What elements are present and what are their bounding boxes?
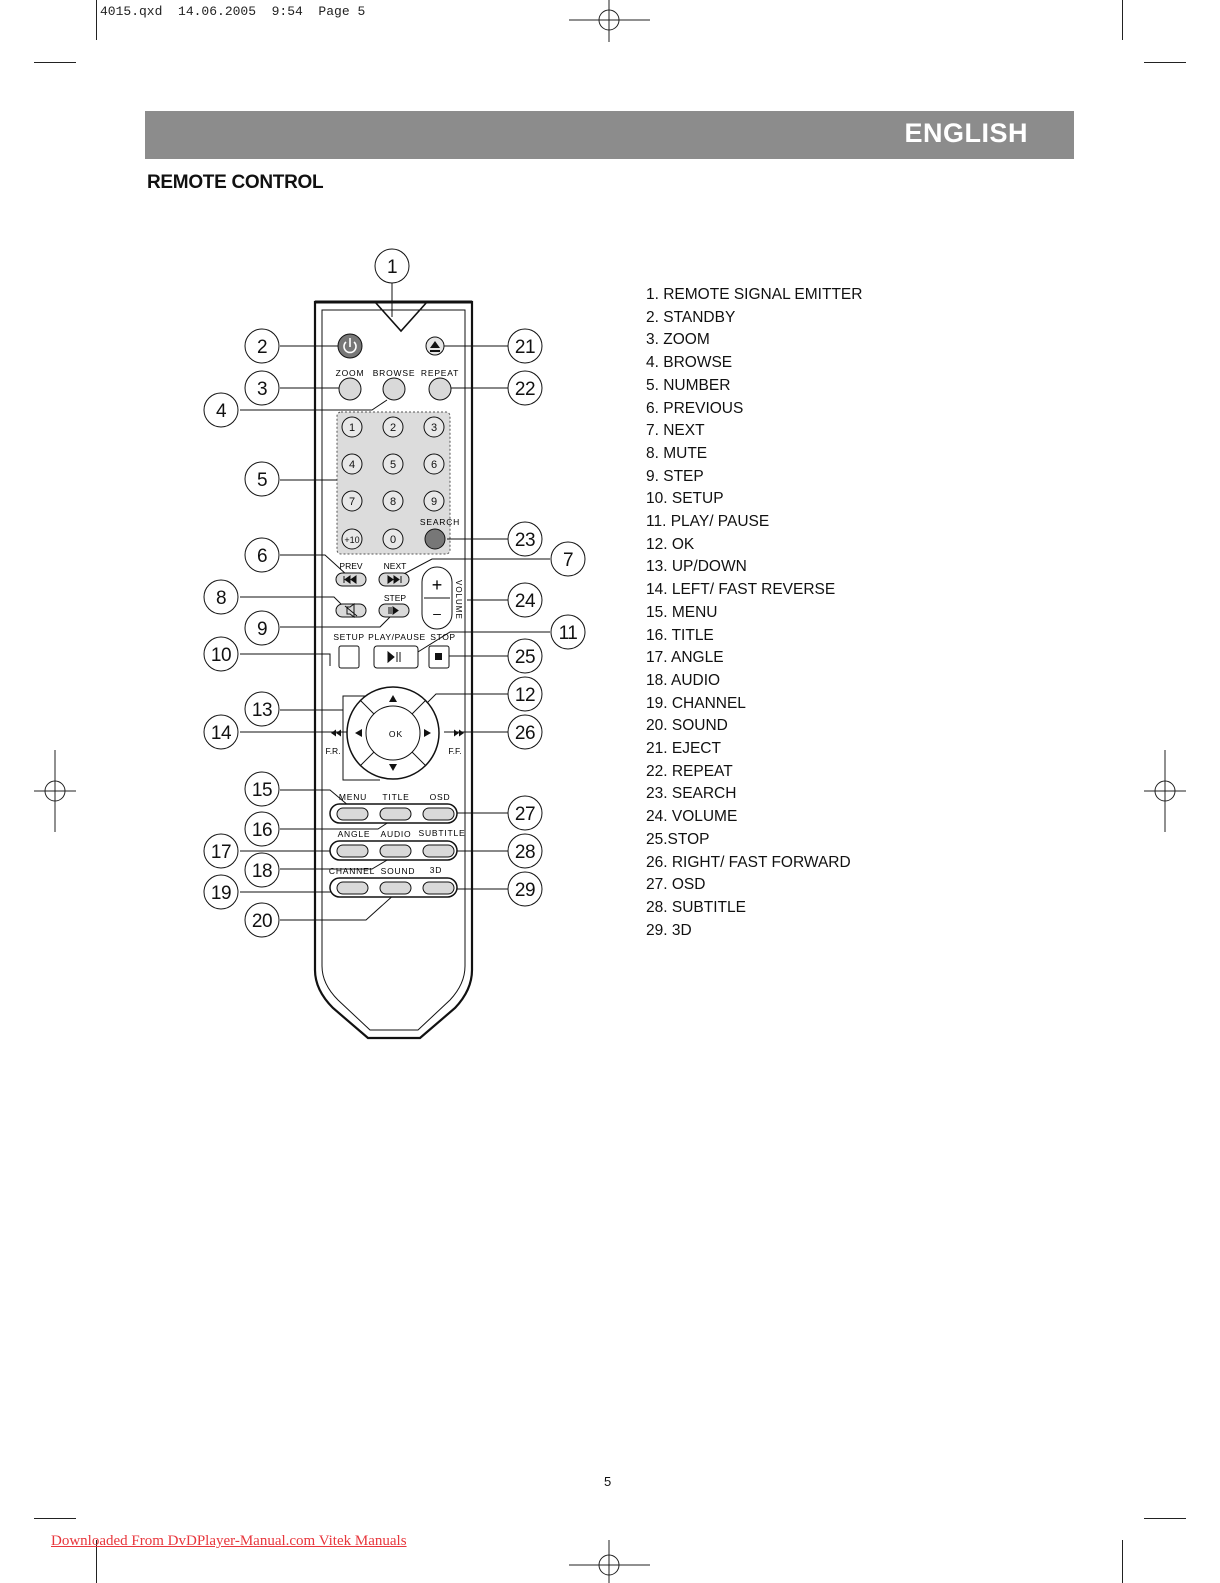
callout-5: 5 xyxy=(256,470,268,491)
legend-item: 10. SETUP xyxy=(646,490,724,508)
callout-25: 25 xyxy=(514,647,536,668)
repeat-button xyxy=(429,378,451,400)
legend-item: 23. SEARCH xyxy=(646,785,737,803)
callout-20: 20 xyxy=(251,911,273,932)
digit-6: 6 xyxy=(430,459,438,471)
setup-label: SETUP xyxy=(333,632,365,642)
callout-8: 8 xyxy=(215,588,227,609)
callout-18: 18 xyxy=(251,861,273,882)
setup-button xyxy=(339,646,359,668)
signal-emitter xyxy=(375,302,427,331)
angle-label: ANGLE xyxy=(337,829,371,839)
callout-3: 3 xyxy=(256,379,268,400)
legend-item: 20. SOUND xyxy=(646,717,728,735)
digit-5: 5 xyxy=(389,459,397,471)
callout-22: 22 xyxy=(514,379,536,400)
zoom-button xyxy=(339,378,361,400)
callout-29: 29 xyxy=(514,880,536,901)
callout-9: 9 xyxy=(256,619,268,640)
digit-0: 0 xyxy=(389,534,397,546)
callout-11: 11 xyxy=(558,623,578,644)
channel-button xyxy=(337,882,368,894)
volume-minus: – xyxy=(433,605,441,621)
menu-button xyxy=(337,808,368,820)
digit-9: 9 xyxy=(430,496,438,508)
ff-label: F.F. xyxy=(448,746,462,756)
browse-button xyxy=(383,378,405,400)
legend-item: 27. OSD xyxy=(646,876,706,894)
stop-icon xyxy=(435,653,442,660)
digit-4: 4 xyxy=(348,459,356,471)
callout-23: 23 xyxy=(514,530,536,551)
audio-label: AUDIO xyxy=(380,829,412,839)
legend-item: 3. ZOOM xyxy=(646,331,710,349)
legend-item: 4. BROWSE xyxy=(646,354,733,372)
registration-mark-right xyxy=(1144,750,1186,832)
callout-16: 16 xyxy=(251,820,273,841)
channel-label: CHANNEL xyxy=(328,866,376,876)
fr-label: F.R. xyxy=(325,746,341,756)
callout-10: 10 xyxy=(210,645,232,666)
volume-label: VOLUME xyxy=(454,580,463,620)
digit-7: 7 xyxy=(348,496,356,508)
subtitle-label: SUBTITLE xyxy=(418,828,466,838)
digit-8: 8 xyxy=(389,496,397,508)
volume-plus: + xyxy=(431,575,443,595)
print-slug: 4015.qxd 14.06.2005 9:54 Page 5 xyxy=(100,4,366,19)
sound-label: SOUND xyxy=(380,866,416,876)
digit-plus10: +10 xyxy=(344,535,360,545)
osd-label: OSD xyxy=(429,792,451,802)
callout-21: 21 xyxy=(514,337,536,358)
callout-13: 13 xyxy=(251,700,273,721)
callout-12: 12 xyxy=(514,685,536,706)
page-number: 5 xyxy=(604,1474,612,1489)
legend-item: 19. CHANNEL xyxy=(646,694,746,712)
legend-list xyxy=(646,284,862,942)
legend-item: 8. MUTE xyxy=(646,444,708,462)
callout-4: 4 xyxy=(215,401,227,422)
callout-1: 1 xyxy=(386,257,398,278)
registration-mark-bottom xyxy=(569,1540,650,1583)
zoom-label: ZOOM xyxy=(335,368,365,378)
digit-1: 1 xyxy=(348,422,356,434)
callout-24: 24 xyxy=(514,591,536,612)
osd-button xyxy=(423,808,454,820)
digit-2: 2 xyxy=(389,422,397,434)
browse-label: BROWSE xyxy=(372,368,416,378)
callout-27: 27 xyxy=(514,804,536,825)
stop-label: STOP xyxy=(430,632,456,642)
legend-item: 24. VOLUME xyxy=(646,808,738,826)
callout-17: 17 xyxy=(210,842,232,863)
title-button xyxy=(380,808,411,820)
title-label: TITLE xyxy=(382,792,410,802)
legend-item: 26. RIGHT/ FAST FORWARD xyxy=(646,853,851,871)
legend-item: 22. REPEAT xyxy=(646,762,733,780)
legend-item: 18. AUDIO xyxy=(646,671,721,689)
angle-button xyxy=(337,845,368,857)
legend-item: 13. UP/DOWN xyxy=(646,558,747,576)
sound-button xyxy=(380,882,411,894)
download-source-link[interactable]: Downloaded From DvDPlayer-Manual.com Vitek Manuals xyxy=(51,1533,407,1549)
prev-label: PREV xyxy=(339,561,363,571)
legend-item: 6. PREVIOUS xyxy=(646,399,744,417)
search-label: SEARCH xyxy=(419,517,461,527)
step-label: STEP xyxy=(383,593,407,603)
language-title: ENGLISH xyxy=(904,118,1028,148)
callout-14: 14 xyxy=(210,723,232,744)
repeat-label: REPEAT xyxy=(420,368,460,378)
legend-item: 16. TITLE xyxy=(646,626,714,644)
subtitle-button xyxy=(423,845,454,857)
fast-forward-icon xyxy=(454,730,464,737)
digit-3: 3 xyxy=(430,422,438,434)
audio-button xyxy=(380,845,411,857)
callout-7: 7 xyxy=(562,550,574,571)
callout-6: 6 xyxy=(256,546,268,567)
callout-15: 15 xyxy=(251,780,273,801)
play-pause-button xyxy=(374,646,418,668)
3d-button xyxy=(423,882,454,894)
legend-item: 12. OK xyxy=(646,535,695,553)
legend-item: 1. REMOTE SIGNAL EMITTER xyxy=(646,286,863,303)
search-button xyxy=(425,529,445,549)
callout-2: 2 xyxy=(256,337,268,358)
legend-item: 5. NUMBER xyxy=(646,376,731,394)
registration-mark-top xyxy=(569,0,650,42)
callout-28: 28 xyxy=(514,842,536,863)
3d-label: 3D xyxy=(429,865,443,875)
legend-item: 11. PLAY/ PAUSE xyxy=(646,513,770,531)
registration-mark-left xyxy=(34,750,76,832)
legend-item: 2. STANDBY xyxy=(646,308,736,326)
section-title: REMOTE CONTROL xyxy=(147,172,324,193)
fast-reverse-icon xyxy=(331,730,341,737)
ok-label: OK xyxy=(388,729,404,739)
legend-item: 28. SUBTITLE xyxy=(646,898,746,916)
legend-item: 9. STEP xyxy=(646,467,704,485)
callout-19: 19 xyxy=(210,883,232,904)
next-label: NEXT xyxy=(383,561,407,571)
legend-item: 21. EJECT xyxy=(646,740,721,758)
legend-item: 15. MENU xyxy=(646,603,718,621)
callout-26: 26 xyxy=(514,723,536,744)
play-pause-label: PLAY/PAUSE xyxy=(368,632,426,642)
legend-item: 14. LEFT/ FAST REVERSE xyxy=(646,581,836,599)
legend-item: 25.STOP xyxy=(646,830,710,848)
legend-item: 29. 3D xyxy=(646,921,692,939)
legend-item: 17. ANGLE xyxy=(646,649,724,667)
legend-item: 7. NEXT xyxy=(646,422,705,440)
menu-label: MENU xyxy=(338,792,368,802)
